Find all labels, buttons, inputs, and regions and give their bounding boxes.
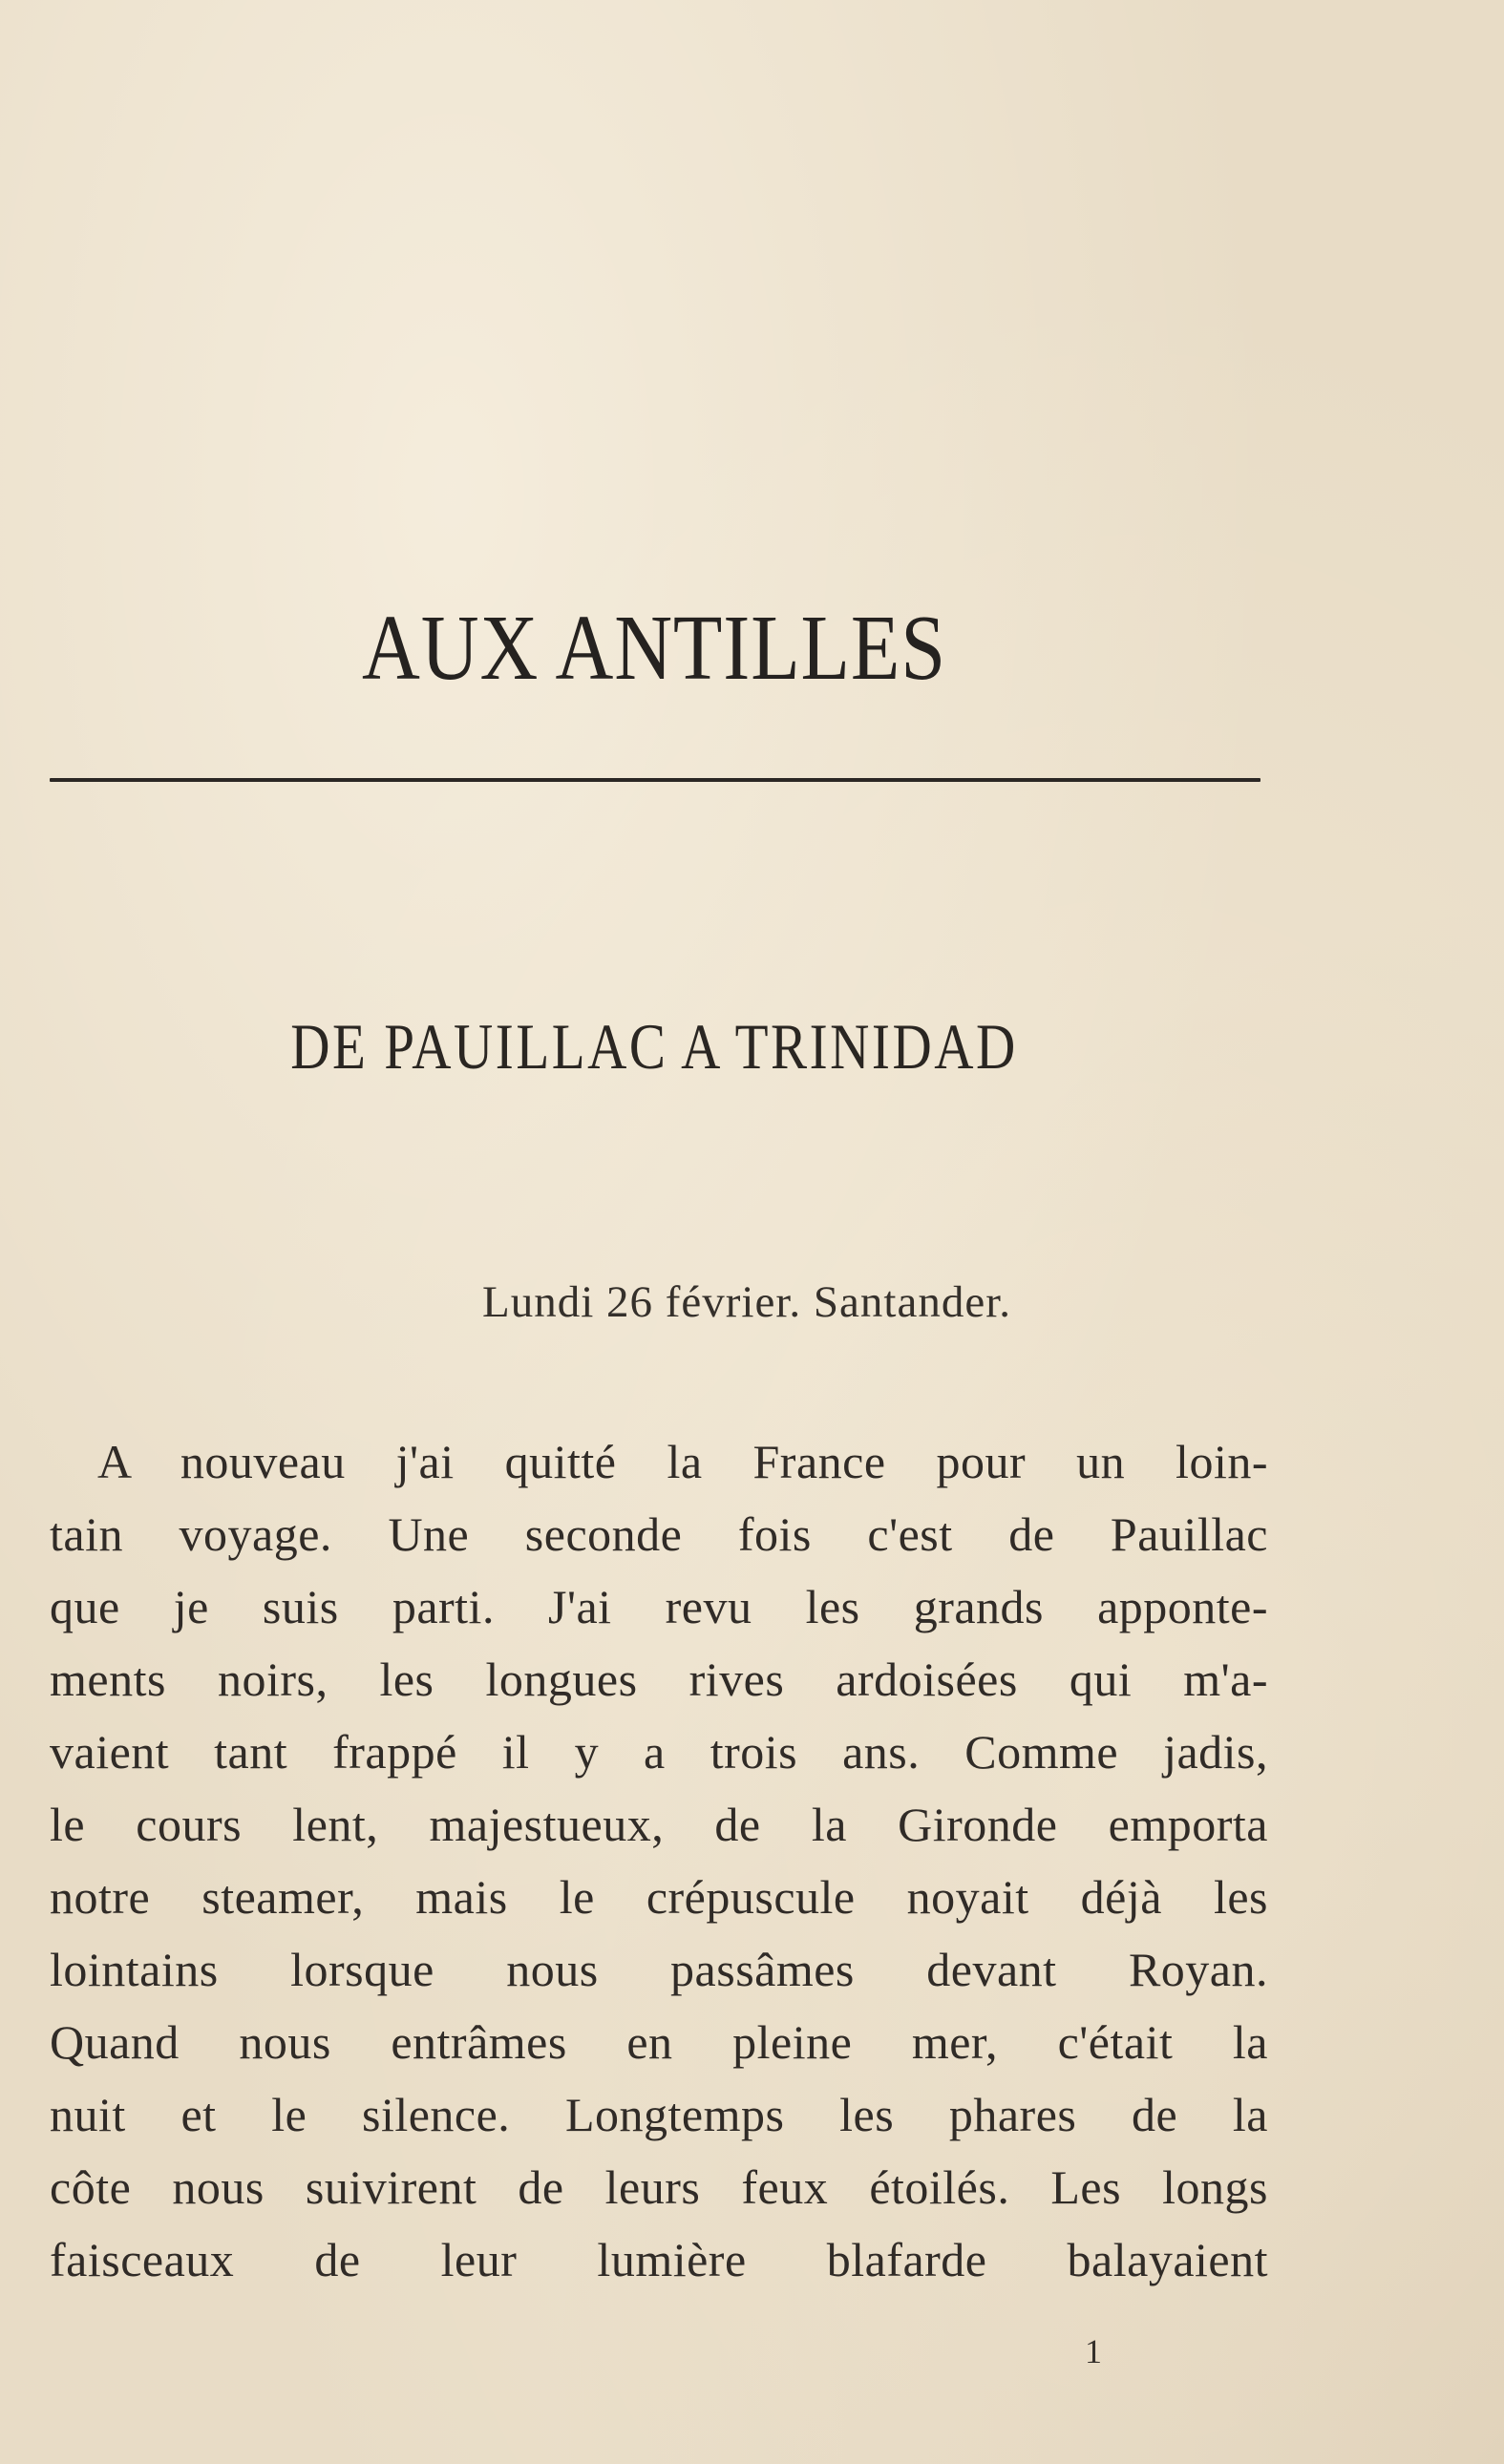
body-text bbox=[50, 1425, 1268, 2296]
text-line: tain voyage. Une seconde fois c'est de Pauillac bbox=[50, 1507, 1268, 1561]
text-line: A nouveau j'ai quitté la France pour un loin- bbox=[97, 1435, 1268, 1488]
text-line: lointains lorsque nous passâmes devant Royan. bbox=[50, 1943, 1268, 1996]
text-line: le cours lent, majestueux, de la Gironde emporta bbox=[50, 1798, 1268, 1851]
dateline: Lundi 26 février. Santander. bbox=[482, 1277, 1011, 1327]
text-line: vaient tant frappé il y a trois ans. Comme jadis, bbox=[50, 1725, 1268, 1779]
page-number: 1 bbox=[1085, 2332, 1102, 2370]
text-line: côte nous suivirent de leurs feux étoilés. Les longs bbox=[50, 2160, 1268, 2214]
text-line: faisceaux de leur lumière blafarde balayaient bbox=[50, 2233, 1268, 2286]
chapter-title: DE PAUILLAC A TRINIDAD bbox=[290, 1010, 1018, 1083]
page-title: AUX ANTILLES bbox=[362, 597, 946, 700]
text-line: que je suis parti. J'ai revu les grands apponte- bbox=[50, 1580, 1268, 1633]
text-line: Quand nous entrâmes en pleine mer, c'était la bbox=[50, 2015, 1268, 2069]
text-line: nuit et le silence. Longtemps les phares de la bbox=[50, 2088, 1268, 2141]
text-line: notre steamer, mais le crépuscule noyait déjà les bbox=[50, 1870, 1268, 1924]
text-line: ments noirs, les longues rives ardoisées qui m'a- bbox=[50, 1653, 1268, 1706]
title-divider bbox=[50, 778, 1260, 782]
